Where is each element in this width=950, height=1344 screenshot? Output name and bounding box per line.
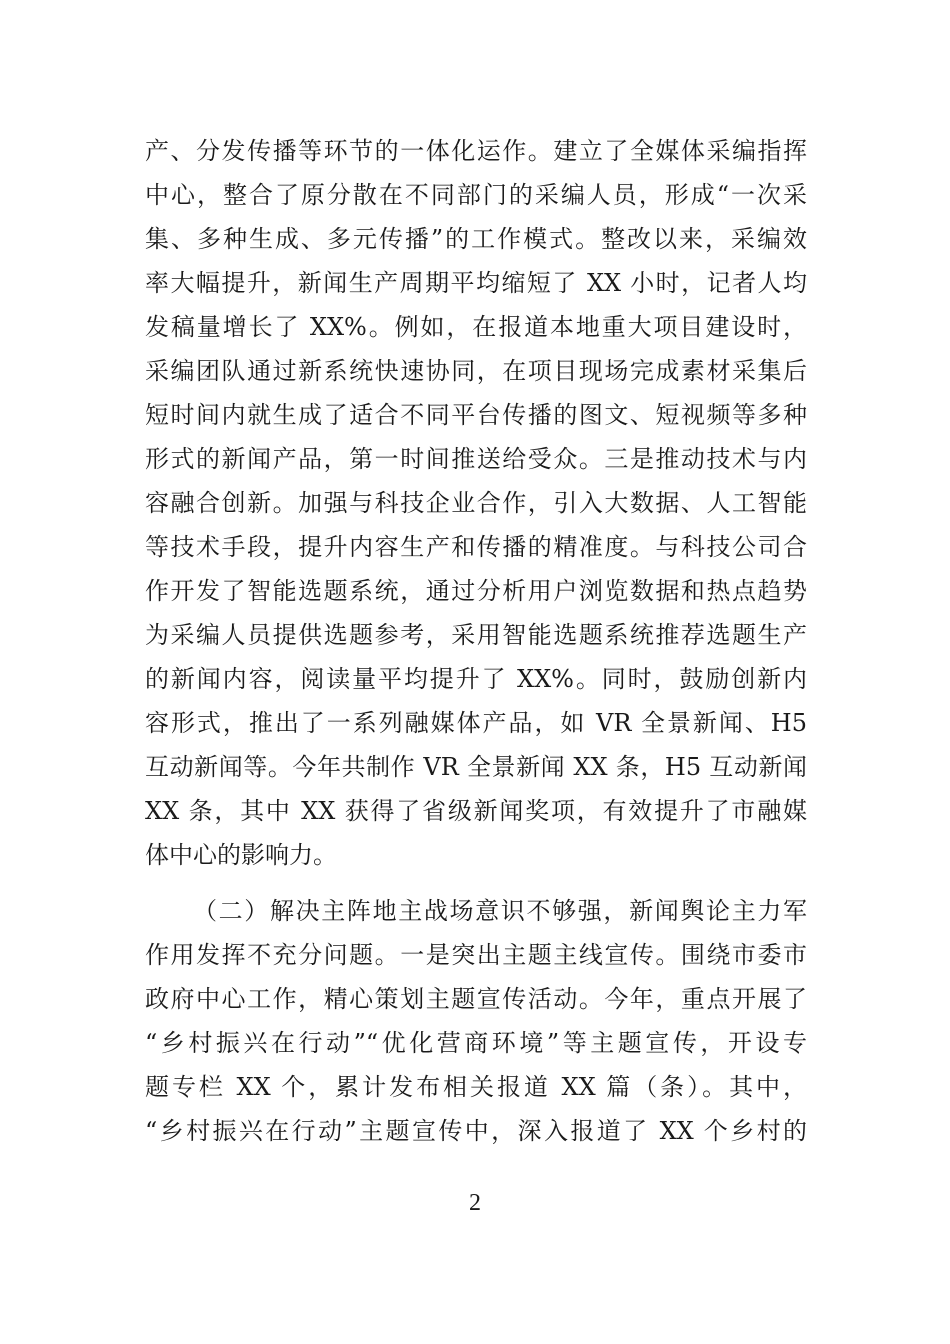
text-line: 产、分发传播等环节的一体化运作。建立了全媒体采编指挥: [145, 137, 807, 165]
text-line: 容形式，推出了一系列融媒体产品，如 VR 全景新闻、H5: [145, 709, 807, 737]
text-line: “乡村振兴在行动”“优化营商环境”等主题宣传，开设专: [145, 1029, 807, 1057]
text-line: 作用发挥不充分问题。一是突出主题主线宣传。围绕市委市: [145, 941, 807, 969]
text-line: 容融合创新。加强与科技企业合作，引入大数据、人工智能: [145, 489, 807, 517]
text-line: 集、多种生成、多元传播”的工作模式。整改以来，采编效: [145, 225, 807, 253]
text-line: 政府中心工作，精心策划主题宣传活动。今年，重点开展了: [145, 985, 807, 1013]
text-line: 形式的新闻产品，第一时间推送给受众。三是推动技术与内: [145, 445, 807, 473]
text-line: 互动新闻等。今年共制作 VR 全景新闻 XX 条，H5 互动新闻: [145, 753, 807, 781]
page-number: 2: [469, 1190, 481, 1216]
section-heading-line: （二）解决主阵地主战场意识不够强，新闻舆论主力军: [193, 897, 807, 925]
text-line: 为采编人员提供选题参考，采用智能选题系统推荐选题生产: [145, 621, 807, 649]
text-line: 体中心的影响力。: [145, 841, 337, 869]
text-line: 发稿量增长了 XX%。例如，在报道本地重大项目建设时，: [145, 313, 807, 341]
text-line: 作开发了智能选题系统，通过分析用户浏览数据和热点趋势: [145, 577, 807, 605]
text-line: 题专栏 XX 个，累计发布相关报道 XX 篇（条）。其中，: [145, 1073, 807, 1101]
text-line: 的新闻内容，阅读量平均提升了 XX%。同时，鼓励创新内: [145, 665, 807, 693]
text-line: 短时间内就生成了适合不同平台传播的图文、短视频等多种: [145, 401, 807, 429]
text-line: 采编团队通过新系统快速协同，在项目现场完成素材采集后: [145, 357, 807, 385]
text-line: 等技术手段，提升内容生产和传播的精准度。与科技公司合: [145, 533, 807, 561]
text-line: 率大幅提升，新闻生产周期平均缩短了 XX 小时，记者人均: [145, 269, 807, 297]
text-line: “乡村振兴在行动”主题宣传中，深入报道了 XX 个乡村的: [145, 1117, 807, 1145]
text-line: 中心，整合了原分散在不同部门的采编人员，形成“一次采: [145, 181, 807, 209]
text-line: XX 条，其中 XX 获得了省级新闻奖项，有效提升了市融媒: [145, 797, 807, 825]
